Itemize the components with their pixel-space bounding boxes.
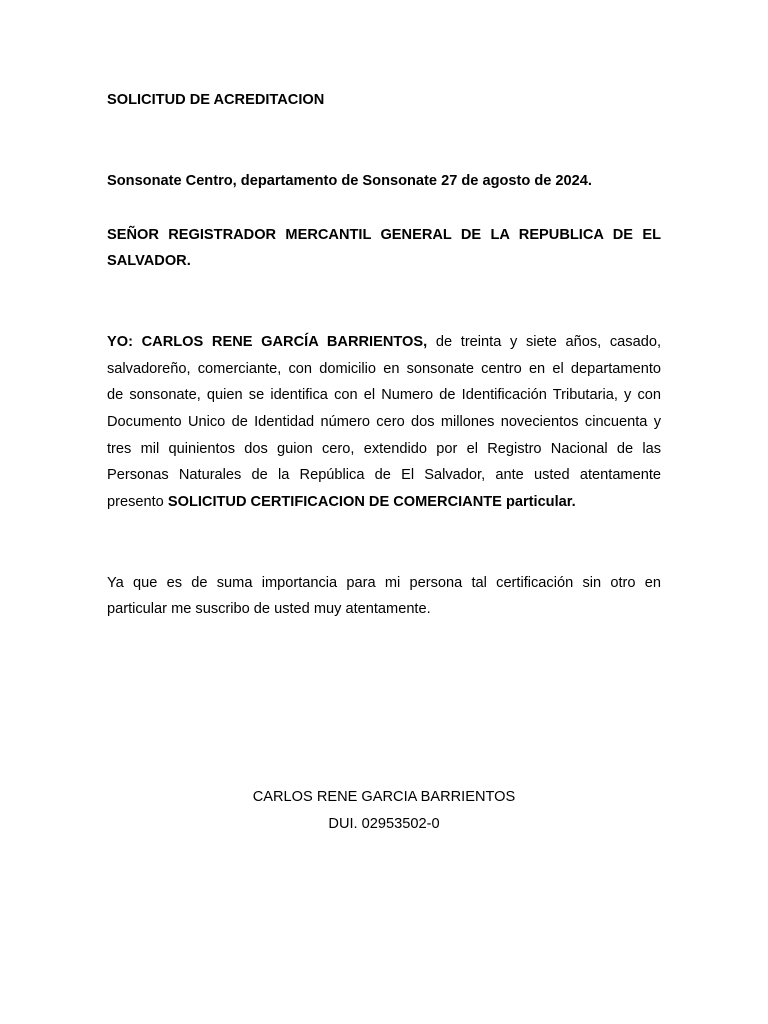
body-line-1-rest: de treinta y siete años, casado, — [427, 334, 662, 350]
body-line-5: tres mil quinientos dos guion cero, extendido por el Registro Nacional de las — [107, 441, 661, 457]
body-line-4: Documento Unico de Identidad número cero dos millones novecientos cincuenta y — [107, 414, 661, 430]
addressee-line-2: SALVADOR. — [107, 253, 191, 269]
body-line-7-prefix: presento — [107, 494, 168, 510]
body-line-1 — [107, 329, 661, 356]
declarant-name: YO: CARLOS RENE GARCÍA BARRIENTOS, — [107, 334, 428, 350]
addressee-line-1: SEÑOR REGISTRADOR MERCANTIL GENERAL DE LA REPUBLICA DE EL — [107, 227, 661, 243]
body-line-6: Personas Naturales de la República de El Salvador, ante usted atentamente — [107, 467, 661, 483]
body-line-7 — [107, 489, 661, 516]
place-date-line: Sonsonate Centro, departamento de Sonsonate 27 de agosto de 2024. — [107, 173, 592, 189]
document-title: SOLICITUD DE ACREDITACION — [107, 92, 325, 108]
closing-line-1: Ya que es de suma importancia para mi persona tal certificación sin otro en — [107, 575, 661, 591]
signature-name: CARLOS RENE GARCIA BARRIENTOS — [252, 789, 516, 805]
body-line-3: de sonsonate, quien se identifica con el Numero de Identificación Tributaria, y con — [107, 387, 661, 403]
closing-line-2: particular me suscribo de usted muy atentamente. — [107, 601, 431, 617]
body-line-2: salvadoreño, comerciante, con domicilio en sonsonate centro en el departamento — [107, 361, 661, 377]
signature-dui: DUI. 02953502-0 — [328, 816, 440, 832]
request-subject: SOLICITUD CERTIFICACION DE COMERCIANTE particular. — [167, 494, 576, 510]
